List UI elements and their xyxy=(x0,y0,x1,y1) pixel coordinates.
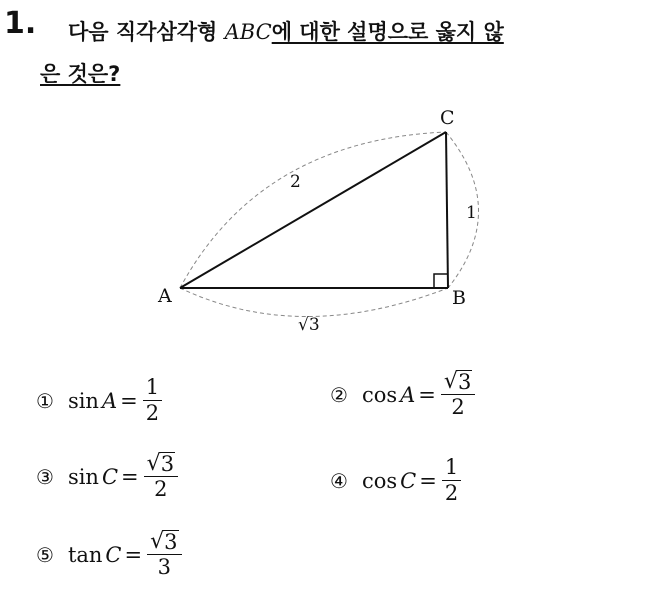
side-bc-line xyxy=(446,132,448,288)
equals-sign: = xyxy=(120,388,138,413)
side-ac-line xyxy=(180,132,446,288)
choice-4[interactable] xyxy=(330,456,461,505)
angle-variable: C xyxy=(105,542,122,567)
square-root xyxy=(150,530,178,553)
numerator xyxy=(147,530,181,554)
trig-function: cos xyxy=(361,382,398,407)
choice-marker: ④ xyxy=(330,468,348,493)
choice-marker: ② xyxy=(330,382,348,407)
angle-variable: C xyxy=(101,464,119,489)
numerator xyxy=(144,452,178,476)
radicand: 3 xyxy=(457,370,472,394)
square-root xyxy=(444,370,472,393)
arc-ab xyxy=(180,288,448,317)
square-root xyxy=(147,452,175,475)
denominator: 2 xyxy=(451,395,465,420)
vertex-label-b: B xyxy=(452,287,466,309)
radicand: 3 xyxy=(160,452,175,476)
vertex-label-a: A xyxy=(158,285,172,307)
choice-1[interactable] xyxy=(36,376,162,425)
question-text-line2-text: 은 것은? xyxy=(40,62,121,86)
trig-function: cos xyxy=(361,468,398,493)
denominator: 3 xyxy=(157,555,171,580)
equals-sign: = xyxy=(124,542,143,567)
sqrt-sign: √ xyxy=(150,529,165,554)
right-angle-mark xyxy=(434,274,448,288)
numerator: 1 xyxy=(444,455,459,479)
choice-marker: ① xyxy=(36,388,54,413)
fraction xyxy=(442,456,461,505)
vertex-label-c: C xyxy=(440,107,455,129)
choice-marker: ③ xyxy=(36,464,54,489)
equals-sign: = xyxy=(121,464,139,489)
side-label-ac: 2 xyxy=(290,172,301,192)
denominator: 2 xyxy=(154,477,168,502)
angle-variable: A xyxy=(400,382,416,407)
choice-2[interactable] xyxy=(330,370,475,419)
triangle-name: ABC xyxy=(224,20,272,44)
numerator: 1 xyxy=(145,375,160,399)
fraction xyxy=(441,370,475,419)
sqrt-sign: √ xyxy=(146,451,161,476)
trig-function: sin xyxy=(67,464,99,489)
fraction xyxy=(144,452,178,501)
equals-sign: = xyxy=(419,468,437,493)
angle-variable: C xyxy=(400,468,417,493)
denominator: 2 xyxy=(145,401,160,426)
fraction xyxy=(147,530,181,579)
radicand: 3 xyxy=(164,530,178,554)
trig-function: tan xyxy=(67,542,103,567)
trig-function: sin xyxy=(67,388,99,413)
side-label-ab: √3 xyxy=(298,315,320,335)
choice-3[interactable] xyxy=(36,452,178,501)
fraction xyxy=(143,376,162,425)
question-number: 1. xyxy=(4,6,37,41)
question-text-after: 에 대한 설명으로 옳지 않 xyxy=(271,20,504,44)
numerator xyxy=(441,370,475,394)
question-text-before: 다음 직각삼각형 xyxy=(68,20,225,44)
choice-marker: ⑤ xyxy=(36,542,54,567)
equals-sign: = xyxy=(418,382,436,407)
denominator: 2 xyxy=(444,481,459,506)
side-label-bc: 1 xyxy=(466,203,477,223)
sqrt-sign: √ xyxy=(443,369,458,394)
choice-5[interactable] xyxy=(36,530,182,579)
angle-variable: A xyxy=(101,388,118,413)
